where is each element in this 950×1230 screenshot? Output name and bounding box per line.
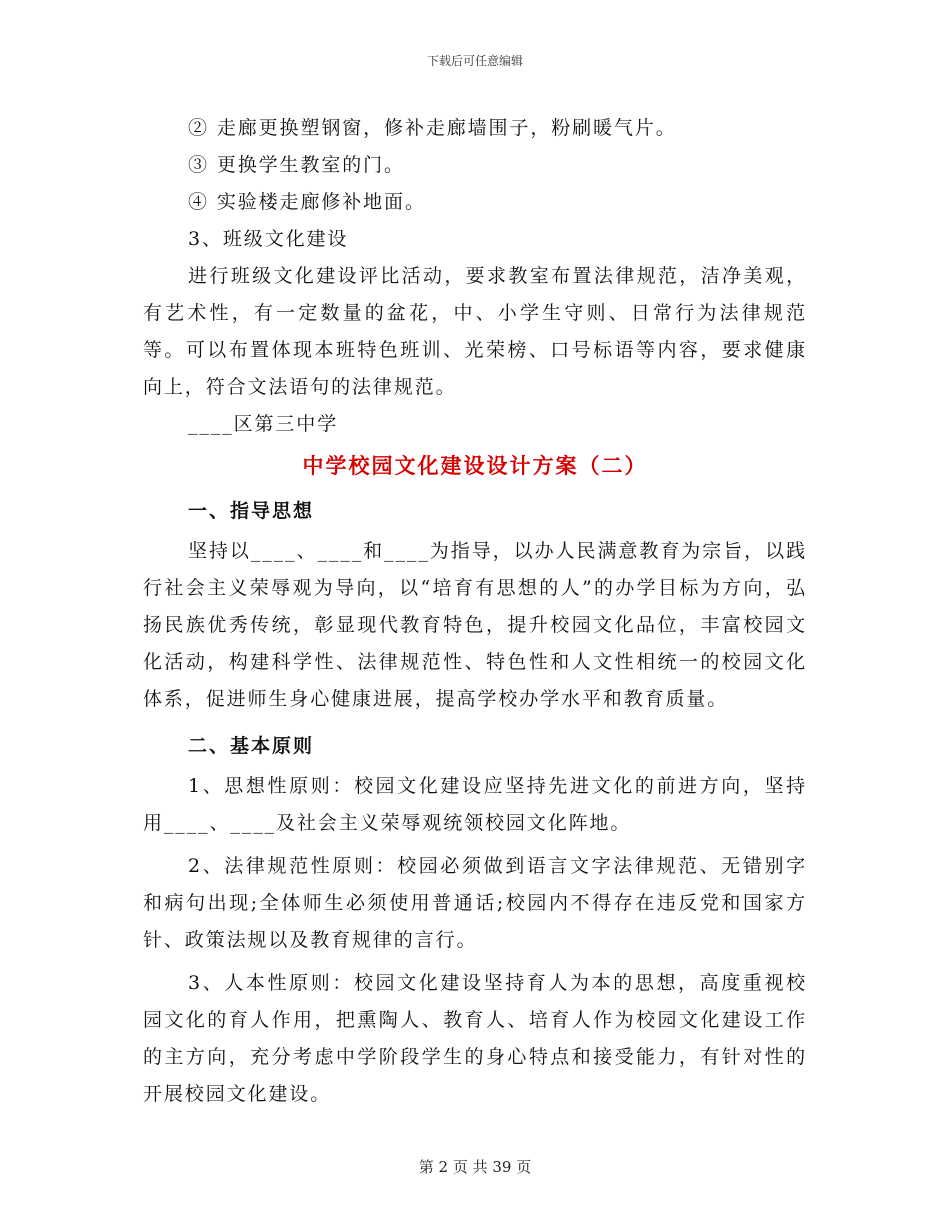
page-header: 下载后可任意编辑 [426,54,523,68]
list-item-3: ③ 更换学生教室的门。 [188,154,405,176]
document-title: 中学校园文化建设设计方案（二） [302,453,648,478]
signature-line: ____区第三中学 [188,413,339,435]
page-footer: 第 2 页 共 39 页 [418,1158,532,1176]
list-item-2: ② 走廊更换塑钢窗，修补走廊墙围子，粉刷暖气片。 [188,117,677,139]
heading-guiding-ideology: 一、指导思想 [188,500,315,522]
paragraph-guiding-ideology: 坚持以____、____和____为指导，以办人民满意教育为宗旨，以践行社会主义荣辱观为导向，以“培育有思想的人”的办学目标为方向，弘扬民族优秀传统，彰显现代教育特色，提升校园文化品位，丰富校园文化活动，构建科学性、法律规范性、特色性和人文性相统一的校园文化体系，促进师生身心健康进展，提高学校办学水平和教育质量。 [143,540,807,710]
list-item-4: ④ 实验楼走廊修补地面。 [188,191,426,213]
section-3-paragraph: 进行班级文化建设评比活动，要求教室布置法律规范，洁净美观，有艺术性，有一定数量的盆花，中、小学生守则、日常行为法律规范等。可以布置体现本班特色班训、光荣榜、口号标语等内容，要求健康向上，符合文法语句的法律规范。 [143,265,807,398]
document-body [143,110,807,1113]
principle-1: 1、思想性原则：校园文化建设应坚持先进文化的前进方向，坚持用____、____及社会主义荣辱观统领校园文化阵地。 [143,775,807,834]
section-3-heading: 3、班级文化建设 [188,228,349,250]
principle-2: 2、法律规范性原则：校园必须做到语言文字法律规范、无错别字和病句出现;全体师生必须使用普通话;校园内不得存在违反党和国家方针、政策法规以及教育规律的言行。 [143,855,807,951]
principle-3: 3、人本性原则：校园文化建设坚持育人为本的思想，高度重视校园文化的育人作用，把熏陶人、教育人、培育人作为校园文化建设工作的主方向，充分考虑中学阶段学生的身心特点和接受能力，有针对性的开展校园文化建设。 [143,972,807,1105]
heading-basic-principles: 二、基本原则 [188,735,315,757]
